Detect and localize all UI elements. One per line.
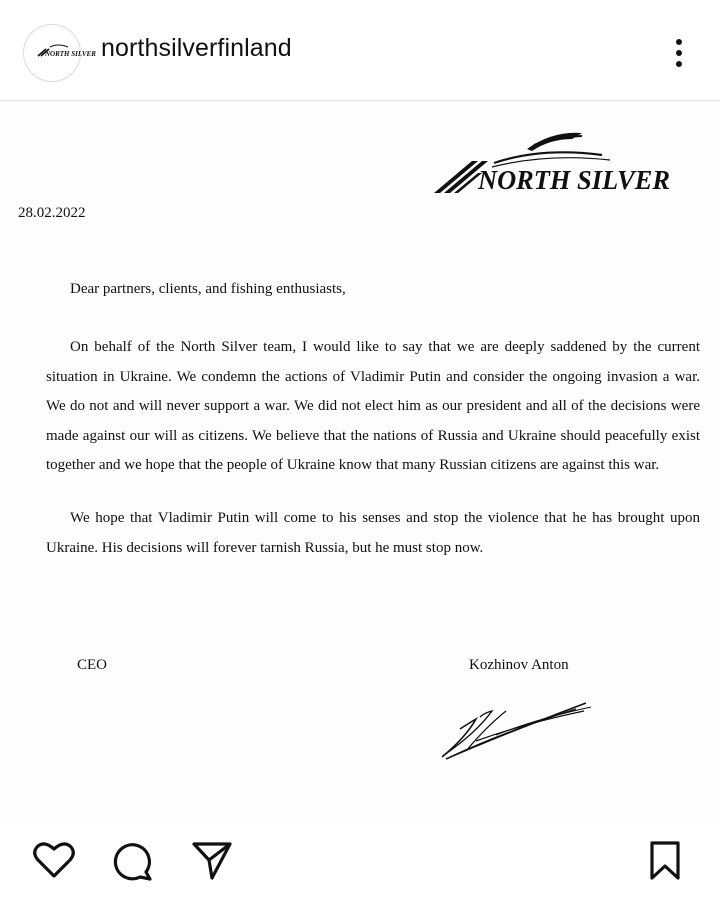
comment-icon bbox=[110, 840, 154, 882]
letter-paragraph: On behalf of the North Silver team, I would like to say that we are deeply saddened by the current situation in Ukraine. We condemn the actions of Vladimir Putin and consider the ongoing invasion a war. We do not and will never support a war. We did not elect him as our president and all of the decisions were made against our will as citizens. We believe that the nations of Russia and Ukraine should peacefully exist together and we hope that the people of Ukraine know that many Russian citizens are against this war. bbox=[46, 339, 700, 473]
dot-icon bbox=[676, 39, 682, 45]
save-button[interactable] bbox=[648, 840, 682, 882]
letter-salutation: Dear partners, clients, and fishing enthusiasts, bbox=[70, 281, 346, 297]
letter-date: 28.02.2022 bbox=[18, 205, 86, 221]
avatar[interactable] bbox=[23, 24, 96, 82]
post-actions-bar bbox=[0, 822, 720, 904]
post-image[interactable] bbox=[0, 101, 720, 821]
bookmark-icon bbox=[648, 840, 682, 882]
dot-icon bbox=[676, 50, 682, 56]
logo-text: NORTH SILVER bbox=[477, 165, 670, 195]
svg-text:NORTH SILVER: NORTH SILVER bbox=[45, 50, 96, 58]
send-icon bbox=[190, 840, 234, 882]
share-button[interactable] bbox=[190, 840, 234, 882]
letter-paragraph: We hope that Vladimir Putin will come to his senses and stop the violence that he has brought upon Ukraine. His decisions will forever tarnish Russia, but he must stop now. bbox=[46, 510, 700, 556]
north-silver-logo-icon bbox=[24, 25, 96, 81]
more-options-button[interactable] bbox=[664, 36, 694, 70]
username[interactable]: northsilverfinland bbox=[101, 34, 292, 62]
comment-button[interactable] bbox=[110, 840, 154, 882]
heart-icon bbox=[32, 840, 76, 880]
post-header bbox=[0, 0, 720, 101]
handwritten-signature bbox=[436, 697, 596, 767]
like-button[interactable] bbox=[32, 840, 76, 880]
signer-title: CEO bbox=[77, 657, 107, 673]
north-silver-logo bbox=[432, 127, 677, 202]
signer-name: Kozhinov Anton bbox=[469, 657, 569, 673]
dot-icon bbox=[676, 61, 682, 67]
